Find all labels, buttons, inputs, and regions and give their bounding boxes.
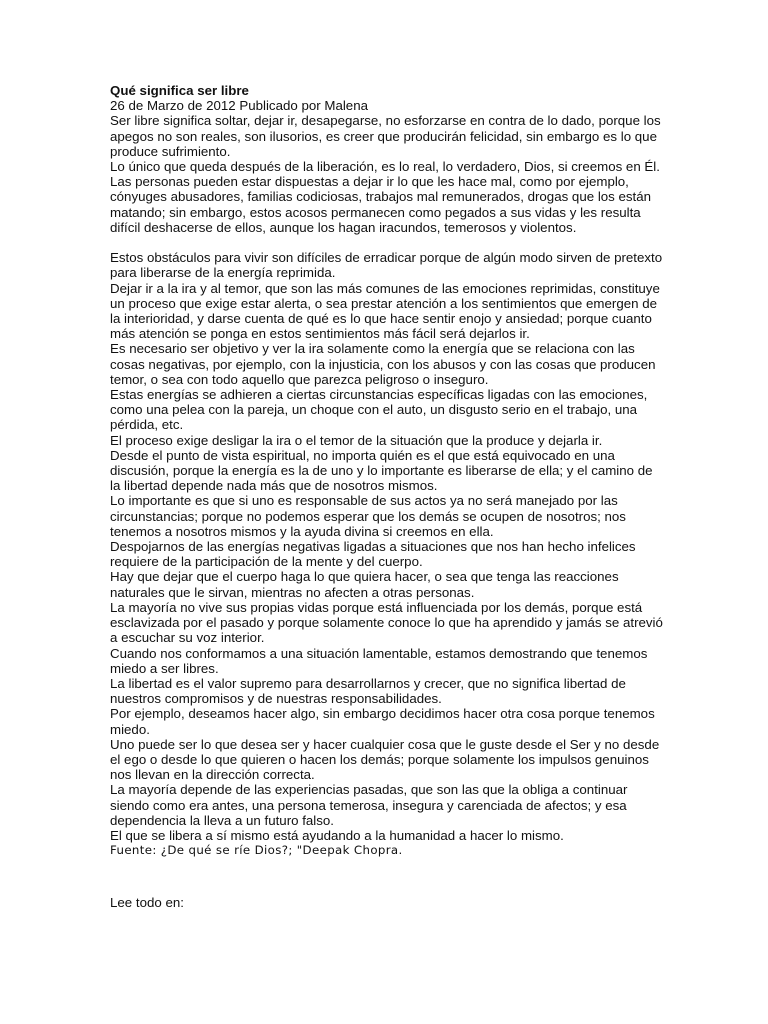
body-paragraph: Lo importante es que si uno es responsable de sus actos ya no será manejado por las circunstancias; porque no podemos esperar que los demás se ocupen de nosotros; nos tenemos a nosotros mismos y la ayuda divina si creemos en ella. [110, 493, 626, 539]
body-paragraph: Cuando nos conformamos a una situación lamentable, estamos demostrando que tenemos miedo a ser libres. [110, 645, 648, 676]
body-paragraph: Estos obstáculos para vivir son difíciles de erradicar porque de algún modo sirven de pretexto para liberarse de la energía reprimida. [110, 250, 663, 281]
body-paragraph: Las personas pueden estar dispuestas a dejar ir lo que les hace mal, como por ejemplo, cónyuges abusadores, familias codiciosas, trabajos mal remunerados, drogas que los están matando; sin embargo, estos acosos permanecen como pegados a sus vidas y les resulta difícil deshacerse de ellos, aunque los hagan iracundos, temerosos y violentos. [110, 174, 652, 235]
document-byline: 26 de Marzo de 2012 Publicado por Malena [110, 98, 368, 114]
read-more-text: Lee todo en: [110, 895, 184, 911]
body-paragraph: Por ejemplo, deseamos hacer algo, sin embargo decidimos hacer otra cosa porque tenemos miedo. [110, 706, 655, 737]
document-page [110, 83, 665, 911]
body-paragraph: Hay que dejar que el cuerpo haga lo que quiera hacer, o sea que tenga las reacciones naturales que le sirvan, mientras no afecten a otras personas. [110, 569, 619, 600]
body-section-2 [110, 250, 665, 843]
body-paragraph: Lo único que queda después de la liberación, es lo real, lo verdadero, Dios, si creemos en Él. [110, 159, 660, 175]
body-paragraph: Dejar ir a la ira y al temor, que son las más comunes de las emociones reprimidas, constituye un proceso que exige estar alerta, o sea prestar atención a los sentimientos que emergen de la interioridad, y darse cuenta de qué es lo que hace sentir enojo y ansiedad; porque cuanto más atención se ponga en estos sentimientos más fácil será dejarlos ir. [110, 280, 660, 342]
body-paragraph: La mayoría no vive sus propias vidas porque está influenciada por los demás, porque está esclavizada por el pasado y porque solamente conoce lo que ha aprendido y jamás se atrevió a escuchar su voz interior. [110, 599, 663, 646]
document-title: Qué significa ser libre [110, 83, 249, 98]
body-paragraph: Uno puede ser lo que desea ser y hacer cualquier cosa que le guste desde el Ser y no desde el ego o desde lo que quieren o hacen los demás; porque solamente los impulsos genuinos nos llevan en la dirección correcta. [110, 736, 660, 783]
body-paragraph: Despojarnos de las energías negativas ligadas a situaciones que nos han hecho infelices requiere de la participación de la mente y del cuerpo. [110, 539, 636, 570]
section-gap [110, 858, 665, 895]
body-paragraph: Desde el punto de vista espiritual, no importa quién es el que está equivocado en una discusión, porque la energía es la de uno y lo importante es liberarse de ella; y el camino de la libertad depende nada más que de nosotros mismos. [110, 447, 653, 494]
paragraph-gap [110, 235, 665, 250]
body-paragraph: El proceso exige desligar la ira o el temor de la situación que la produce y dejarla ir. [110, 432, 603, 448]
body-paragraph: Estas energías se adhieren a ciertas circunstancias específicas ligadas con las emociones, como una pelea con la pareja, un choque con el auto, un disgusto serio en el trabajo, una pérdida, etc. [110, 387, 648, 433]
body-paragraph: Es necesario ser objetivo y ver la ira solamente como la energía que se relaciona con las cosas negativas, por ejemplo, con la injusticia, con los abusos y con las cosas que producen temor, o sea con todo aquello que parezca peligroso o inseguro. [110, 341, 656, 387]
body-paragraph: La mayoría depende de las experiencias pasadas, que son las que la obliga a continuar siendo como era antes, una persona temerosa, insegura y carenciada de afectos; y esa dependencia la lleva a un futuro falso. [110, 782, 628, 828]
body-paragraph: El que se libera a sí mismo está ayudando a la humanidad a hacer lo mismo. [110, 827, 564, 843]
source-citation: Fuente: ¿De qué se ríe Dios?; "Deepak Chopra. [110, 843, 403, 858]
body-section-1 [110, 113, 665, 235]
body-paragraph: Ser libre significa soltar, dejar ir, desapegarse, no esforzarse en contra de lo dado, porque los apegos no son reales, son ilusorios, es creer que producirán felicidad, sin embargo es lo que produce sufrimiento. [110, 113, 661, 159]
body-paragraph: La libertad es el valor supremo para desarrollarnos y crecer, que no significa libertad de nuestros compromisos y de nuestras responsabilidades. [110, 675, 626, 707]
